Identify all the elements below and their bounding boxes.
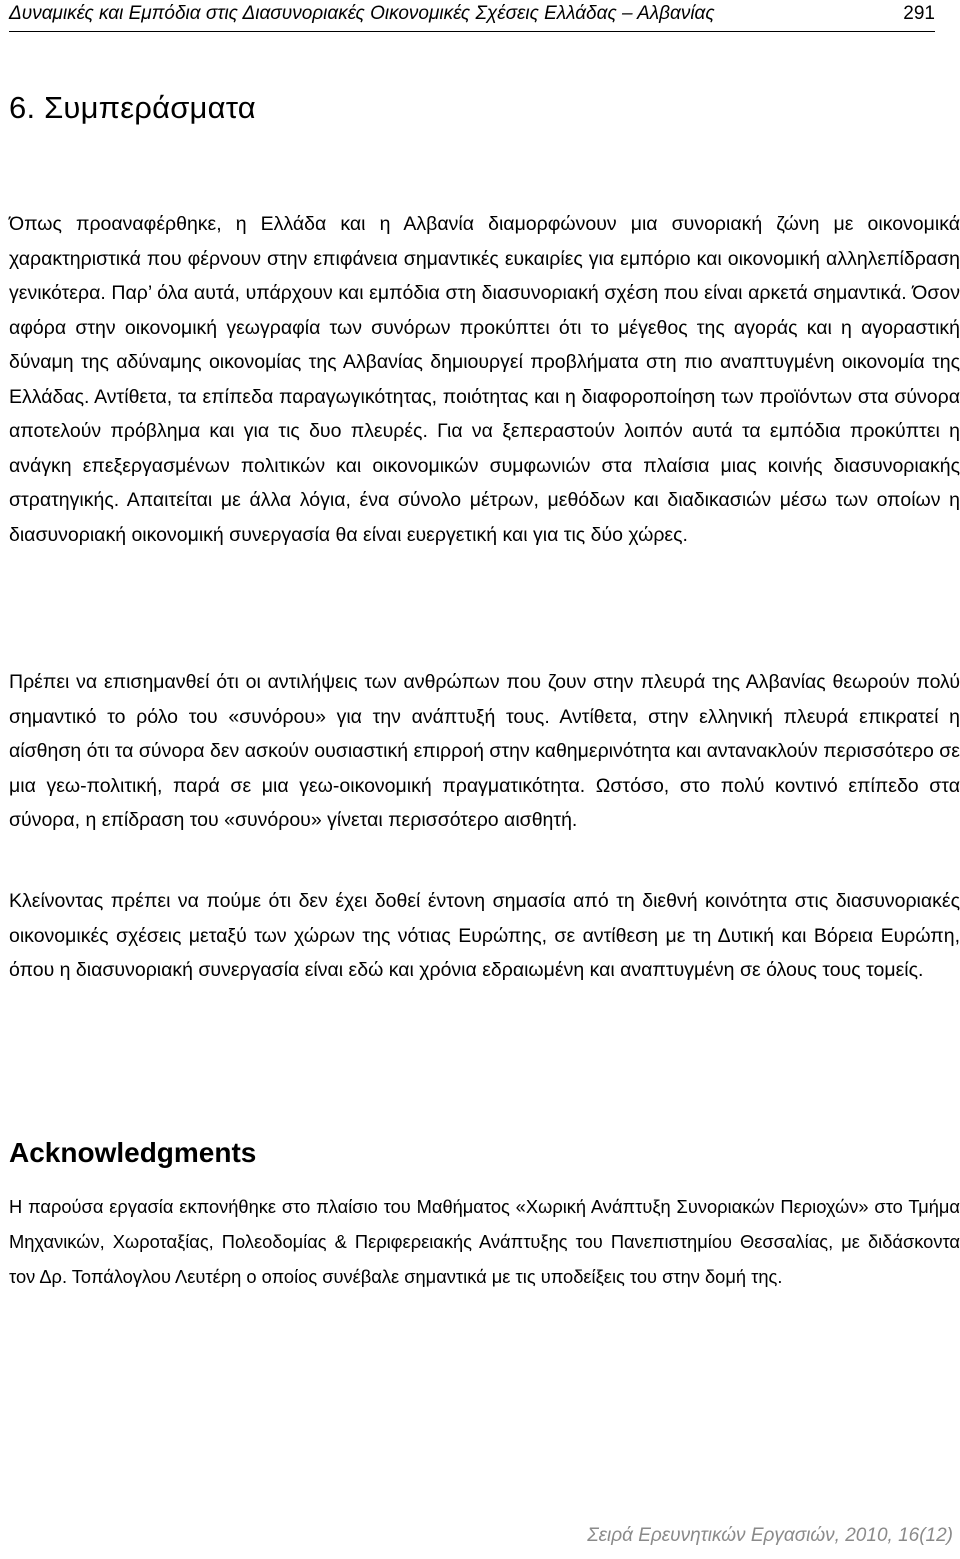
acknowledgments-paragraph: Η παρούσα εργασία εκπονήθηκε στο πλαίσιο του Μαθήματος «Χωρική Ανάπτυξη Συνοριακών Περιοχών» στο Τμήμα Μηχανικών, Χωροταξίας, Πολεοδομίας & Περιφερειακής Ανάπτυξης του Πανεπιστημίου Θεσσαλίας, με διδάσκοντα τον Δρ. Τοπάλογλου Λευτέρη ο οποίος συνέβαλε σημαντικά με τις υποδείξεις του στην δομή της. bbox=[9, 1196, 960, 1287]
body-paragraph-2: Πρέπει να επισημανθεί ότι οι αντιλήψεις των ανθρώπων που ζουν στην πλευρά της Αλβανίας θεωρούν πολύ σημαντικό το ρόλο του «συνόρου» για την ανάπτυξή τους. Αντίθετα, στην ελληνική πλευρά επικρατεί η αίσθηση ότι τα σύνορα δεν ασκούν ουσιαστική επιρροή στην καθημερινότητα και αντανακλούν περισσότερο σε μια γεω-πολιτική, παρά σε μια γεω-οικονομική πραγματικότητα. Ωστόσο, στο πολύ κοντινό επίπεδο στα σύνορα, η επίδραση του «συνόρου» γίνεται περισσότερο αισθητή. bbox=[9, 671, 960, 831]
body-paragraph-3: Κλείνοντας πρέπει να πούμε ότι δεν έχει δοθεί έντονη σημασία από τη διεθνή κοινότητα στις διασυνοριακές οικονομικές σχέσεις μεταξύ των χώρων της νότιας Ευρώπης, σε αντίθεση με τη Δυτική και Βόρεια Ευρώπη, όπου η διασυνοριακή συνεργασία είναι εδώ και χρόνια εδραιωμένη και αναπτυγμένη σε όλους τους τομείς. bbox=[9, 890, 960, 981]
header-divider bbox=[9, 31, 935, 32]
acknowledgments-heading: Acknowledgments bbox=[9, 1137, 257, 1168]
running-header-title: Δυναμικές και Εμπόδια στις Διασυνοριακές Οικονομικές Σχέσεις Ελλάδας – Αλβανίας bbox=[9, 3, 715, 24]
running-footer: Σειρά Ερευνητικών Εργασιών, 2010, 16(12) bbox=[587, 1525, 953, 1546]
page-number: 291 bbox=[903, 3, 935, 24]
running-header bbox=[9, 1, 935, 27]
section-heading: 6. Συμπεράσματα bbox=[9, 90, 256, 125]
body-paragraph-1: Όπως προαναφέρθηκε, η Ελλάδα και η Αλβανία διαμορφώνουν μια συνοριακή ζώνη με οικονομικά χαρακτηριστικά που φέρνουν στην επιφάνεια σημαντικές ευκαιρίες για εμπόριο και οικονομική αλληλεπίδραση γενικότερα. Παρ’ όλα αυτά, υπάρχουν και εμπόδια στη διασυνοριακή σχέση που είναι αρκετά σημαντικά. Όσον αφόρα στην οικονομική γεωγραφία των συνόρων προκύπτει ότι το μέγεθος της αγοράς και η αγοραστική δύναμη της αδύναμης οικονομίας της Αλβανίας δημιουργεί προβλήματα στη πιο αναπτυγμένη οικονομία της Ελλάδας. Αντίθετα, τα επίπεδα παραγωγικότητας, ποιότητας και η διαφοροποίηση των προϊόντων στα σύνορα αποτελούν πρόβλημα και για τις δυο πλευρές. Για να ξεπεραστούν λοιπόν αυτά τα εμπόδια προκύπτει η ανάγκη επεξεργασμένων πολιτικών και οικονομικών συμφωνιών στα πλαίσια μιας κοινής διασυνοριακής στρατηγικής. Απαιτείται με άλλα λόγια, ένα σύνολο μέτρων, μεθόδων και διαδικασιών μέσω των οποίων η διασυνοριακή οικονομική συνεργασία θα είναι ευεργετική και για τις δύο χώρες. bbox=[9, 213, 960, 546]
